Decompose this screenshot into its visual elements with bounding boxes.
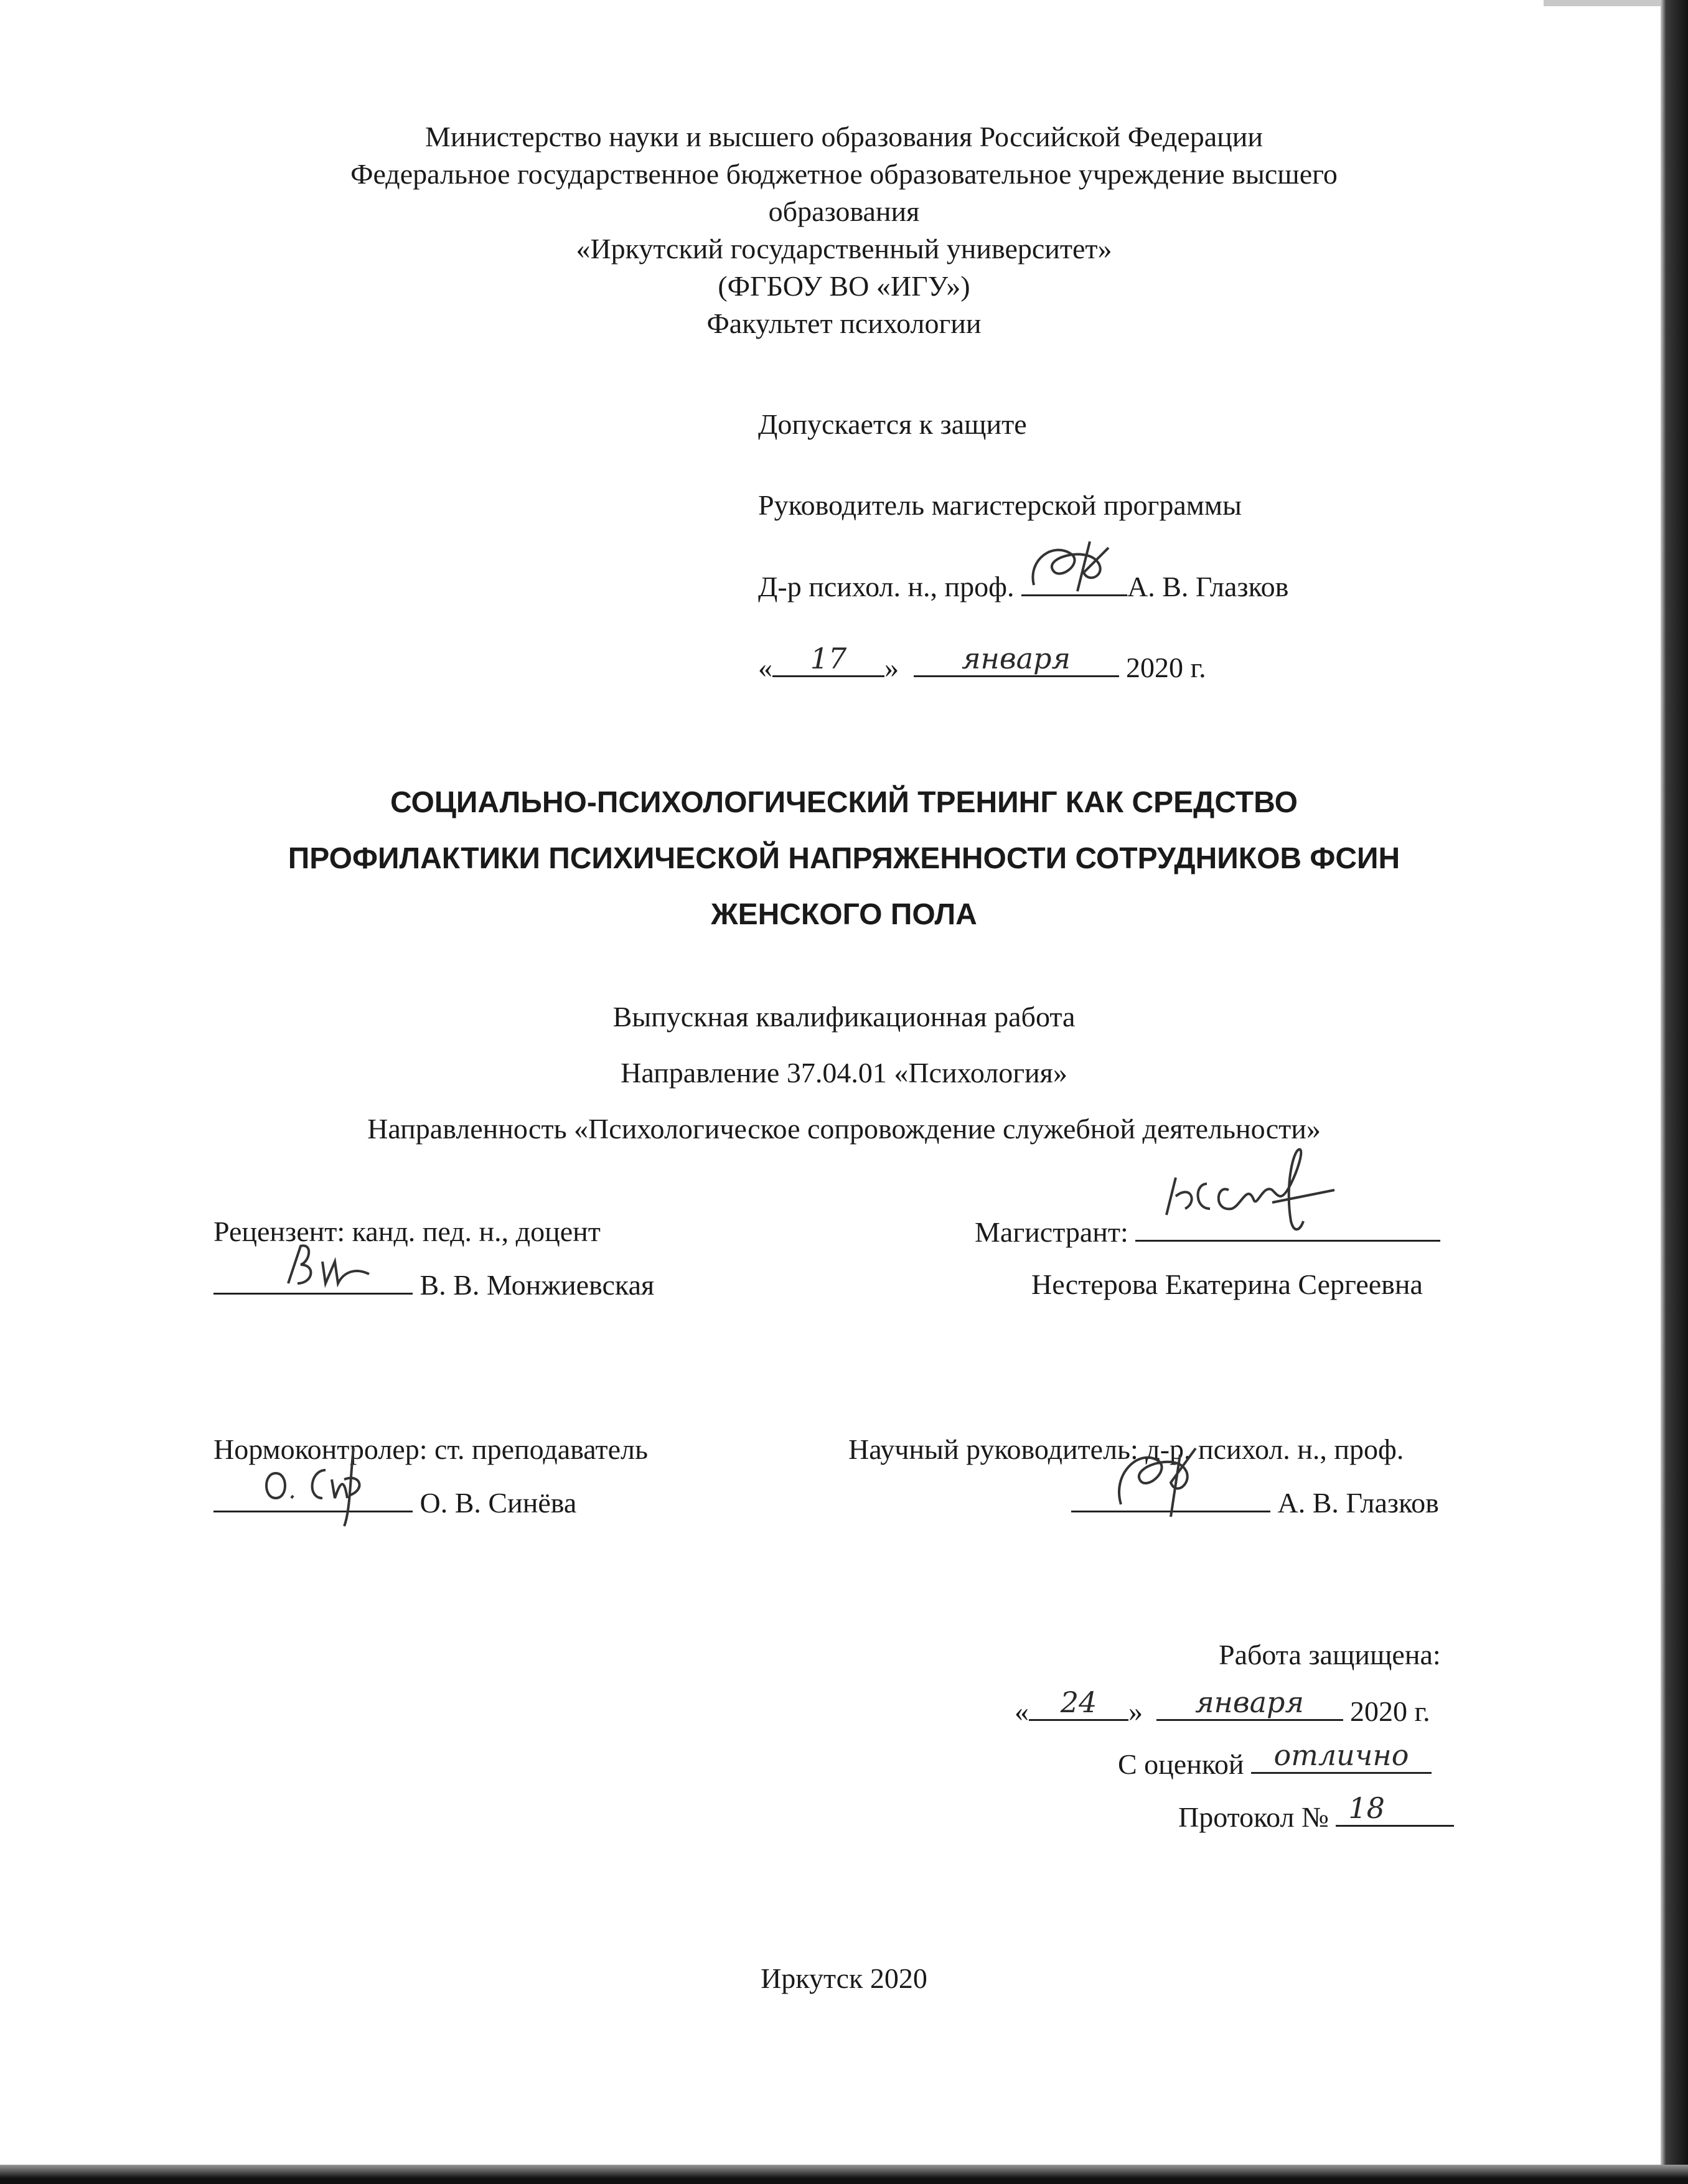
defense-grade-label: С оценкой (1118, 1748, 1244, 1780)
header-institution-cont: образования (768, 195, 920, 227)
normcontrol-label: Нормоконтролер: ст. преподаватель (213, 1433, 648, 1465)
admission-allowed: Допускается к защите (758, 408, 1027, 440)
supervisor-name: А. В. Глазков (1277, 1487, 1439, 1519)
defense-date-month-line (1156, 1685, 1343, 1721)
admission-head-line (758, 569, 1288, 603)
defense-date-year: 2020 г. (1350, 1695, 1430, 1727)
admission-date-month: января (962, 642, 1071, 675)
reviewer-name: В. В. Монжиевская (420, 1269, 655, 1301)
header-ministry: Министерство науки и высшего образования Российской Федерации (424, 121, 1264, 152)
normcontrol-name: О. В. Синёва (420, 1487, 577, 1519)
defense-date-month: января (1195, 1685, 1304, 1719)
student-line (975, 1215, 1440, 1249)
defense-protected: Работа защищена: (1219, 1639, 1441, 1671)
header-abbreviation: (ФГБОУ ВО «ИГУ») (718, 270, 970, 302)
student-signature-line (1135, 1215, 1440, 1242)
signature-nesterova (1148, 1146, 1347, 1240)
signature-glazkov-1 (1015, 535, 1140, 598)
defense-protocol-value: 18 (1348, 1791, 1385, 1825)
thesis-title-line3: ЖЕНСКОГО ПОЛА (711, 898, 977, 931)
normcontrol-signature-line (213, 1486, 413, 1512)
header-faculty: Факультет психологии (706, 307, 982, 339)
defense-grade-line (1251, 1738, 1432, 1774)
work-focus: Направленность «Психологическое сопровождение служебной деятельности» (367, 1113, 1321, 1145)
admission-head-title: Руководитель магистерской программы (758, 489, 1242, 521)
admission-date-day-line (772, 642, 884, 677)
scan-edge-bottom (0, 2165, 1688, 2184)
defense-protocol (1178, 1791, 1454, 1834)
thesis-title-line2: ПРОФИЛАКТИКИ ПСИХИЧЕСКОЙ НАПРЯЖЕННОСТИ СОТРУДНИКОВ ФСИН (288, 842, 1400, 875)
admission-date-close-quote: » (884, 652, 899, 683)
defense-date-day-line (1029, 1685, 1128, 1721)
student-label: Магистрант: (975, 1216, 1128, 1248)
admission-head-degree: Д-р психол. н., проф. (758, 571, 1015, 602)
defense-protocol-line (1336, 1791, 1454, 1827)
header-institution: Федеральное государственное бюджетное образовательное учреждение высшего (350, 158, 1338, 190)
defense-date-open-quote: « (1015, 1695, 1029, 1727)
work-direction: Направление 37.04.01 «Психология» (621, 1057, 1067, 1089)
supervisor-sign-line (1071, 1486, 1439, 1519)
admission-head-name: А. В. Глазков (1127, 571, 1289, 602)
supervisor-signature-line (1071, 1486, 1270, 1512)
defense-date-close-quote: » (1128, 1695, 1143, 1727)
defense-protocol-label: Протокол № (1178, 1801, 1329, 1833)
thesis-title-line1: СОЦИАЛЬНО-ПСИХОЛОГИЧЕСКИЙ ТРЕНИНГ КАК СРЕДСТВО (390, 786, 1298, 819)
admission-date (758, 642, 1206, 684)
reviewer-signature-line (213, 1268, 413, 1295)
header-university: «Иркутский государственный университет» (576, 233, 1112, 265)
defense-grade-value: отлично (1273, 1738, 1409, 1772)
defense-date-day: 24 (1060, 1685, 1097, 1719)
admission-date-day: 17 (810, 642, 847, 675)
admission-date-month-line (914, 642, 1119, 677)
work-type: Выпускная квалификационная работа (612, 1001, 1076, 1033)
defense-date (1015, 1685, 1430, 1728)
normcontrol-sign-line (213, 1486, 576, 1519)
admission-head-signature-line (1021, 569, 1127, 596)
admission-date-year: 2020 г. (1126, 652, 1206, 683)
admission-date-open-quote: « (758, 652, 772, 683)
defense-grade (1118, 1738, 1432, 1781)
student-name: Нестерова Екатерина Сергеевна (1031, 1268, 1423, 1300)
footer-city-year: Иркутск 2020 (761, 1962, 927, 1994)
reviewer-sign-line (213, 1268, 654, 1301)
reviewer-label: Рецензент: канд. пед. н., доцент (213, 1216, 601, 1247)
scan-edge-top (1544, 0, 1662, 6)
supervisor-label: Научный руководитель: д-р. психол. н., проф. (848, 1433, 1404, 1465)
